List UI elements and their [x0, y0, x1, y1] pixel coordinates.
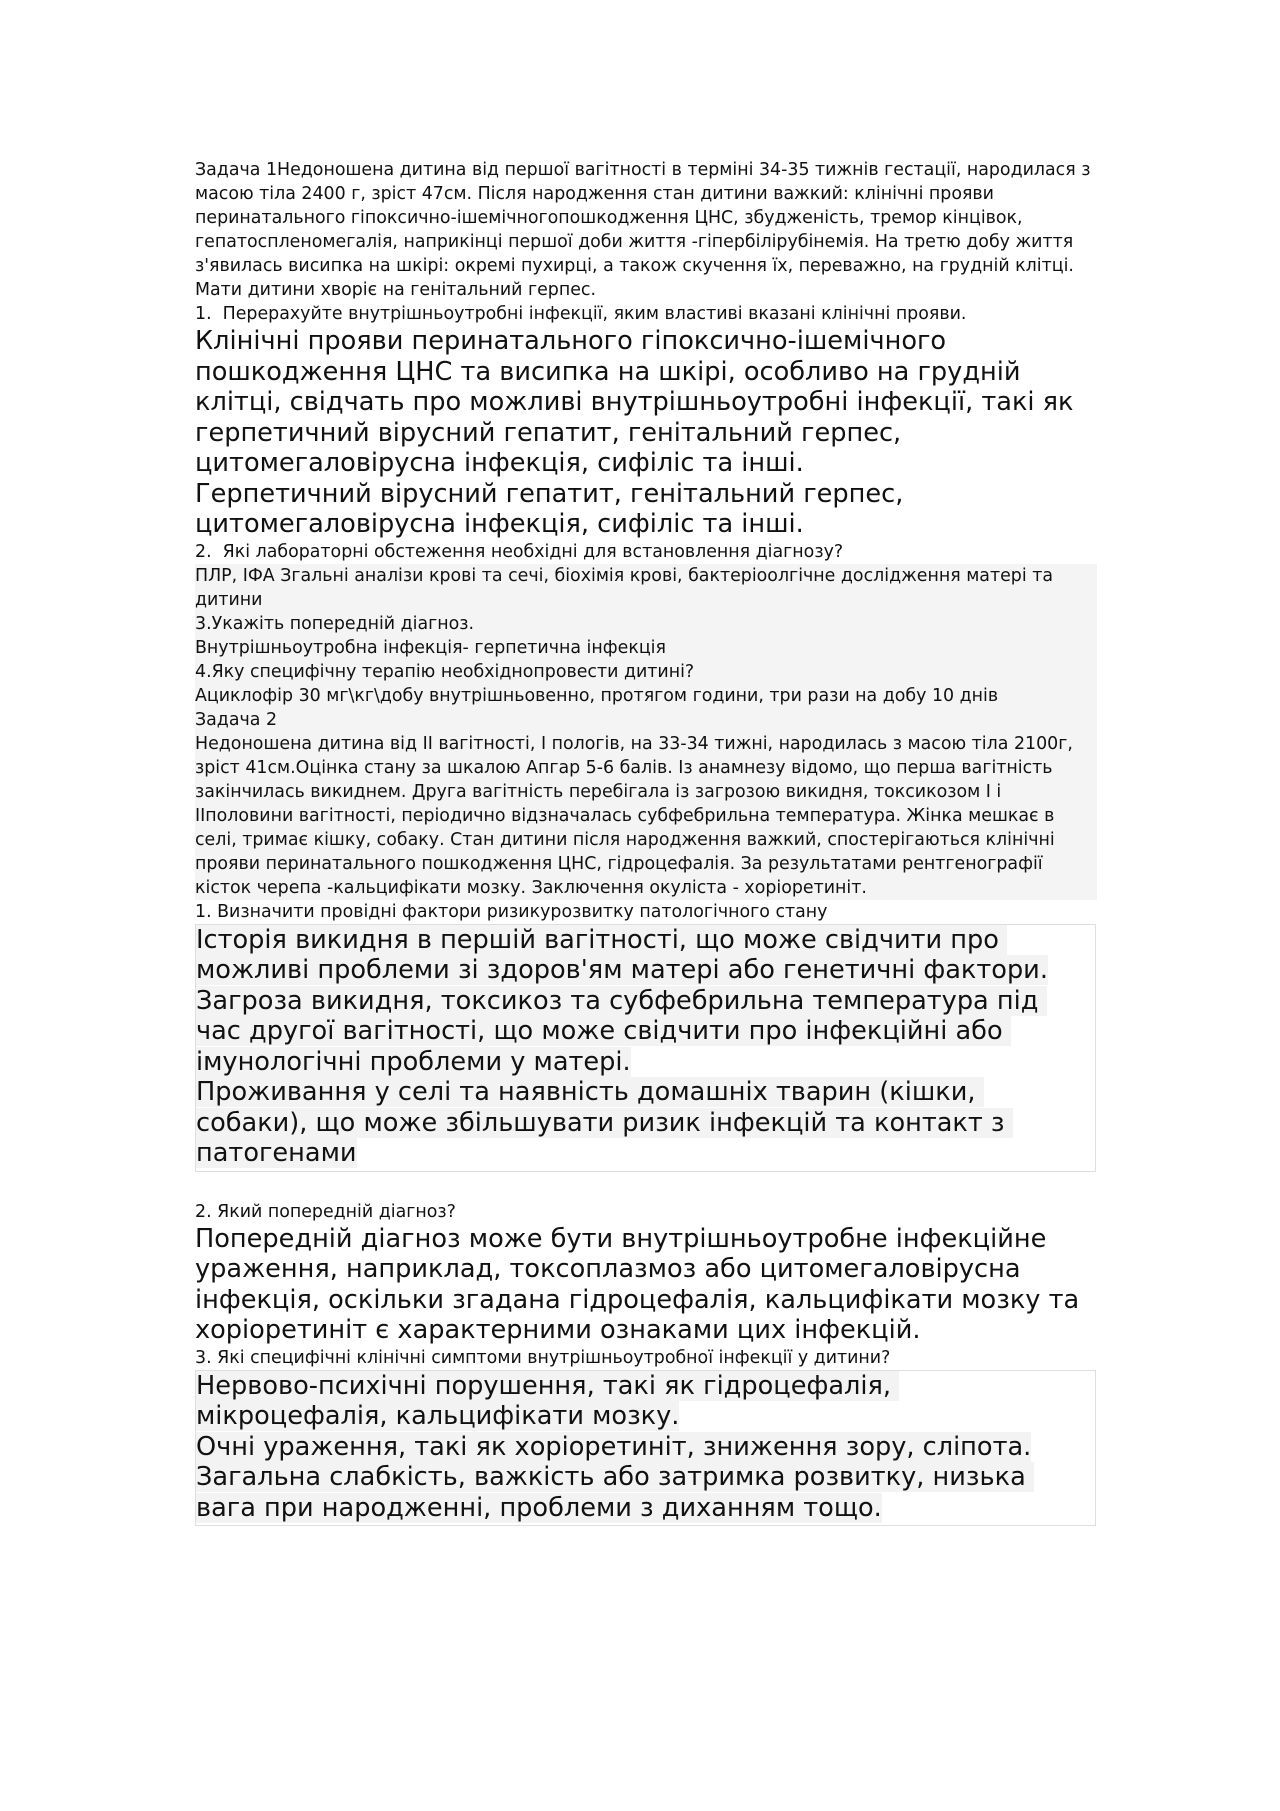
task2-question-3: 3. Які специфічні клінічні симптоми внутрішньоутробної інфекції у дитини? — [195, 1347, 891, 1368]
task1-answer-3: Внутрішньоутробна інфекція- герпетична інфекція — [195, 636, 1097, 660]
task1-answer-1-paragraph-1: Клінічні прояви перинатального гіпоксично-ішемічного пошкодження ЦНС та висипка на шкірі, особливо на грудній клітці, свідчать про можливі внутрішньоутробні інфекції, такі як герпетичний вірусний гепатит, генітальний герпес, цитомегаловірусна інфекція, сифіліс та інші. — [195, 326, 1082, 478]
task2-answer-3-box — [195, 1370, 1096, 1527]
task1-answer-2: ПЛР, ІФА Згальні аналізи крові та сечі, біохімія крові, бактеріоолгічне дослідження матері та дитини — [195, 564, 1097, 612]
task2-intro: Недоношена дитина від ІІ вагітності, І пологів, на 33-34 тижні, народилась з масою тіла 2100г, зріст 41см.Оцінка стану за шкалою Апгар 5-6 балів. Із анамнезу відомо, що перша вагітність закінчилась викиднем. Друга вагітність перебігала із загрозою викидня, токсикозом І і ІІполовини вагітності, періодично відзначалась субфебрильна температура. Жінка мешкає в селі, тримає кішку, собаку. Стан дитини після народження важкий, спостерігаються клінічні прояви перинатального пошкодження ЦНС, гідроцефалія. За результатами рентгенографії кісток черепа -кальцифікати мозку. Заключення окуліста - хоріоретиніт. — [195, 732, 1097, 900]
task2-answer-1-box — [195, 924, 1096, 1172]
task2-question-2: 2. Який попередній діагноз? — [195, 1201, 456, 1222]
task1-question-3: 3.Укажіть попередній діагноз. — [195, 612, 1097, 636]
task2-answer-3-item: Загальна слабкість, важкість або затримка розвитку, низька вага при народженні, проблеми з диханням тощо. — [196, 1462, 1034, 1523]
task2-title: Задача 2 — [195, 708, 1097, 732]
section-spacer — [195, 1172, 1097, 1200]
task1-question-2: 2. Які лабораторні обстеження необхідні для встановлення діагнозу? — [195, 541, 844, 562]
task2-answer-1-item: Загроза викидня, токсикоз та субфебрильна температура під час другої вагітності, що може свідчити про інфекційні або імунологічні проблеми у матері. — [196, 985, 1047, 1077]
task1-question-1: 1. Перерахуйте внутрішньоутробні інфекції, яким властиві вказані клінічні прояви. — [195, 304, 967, 324]
task2-answer-1-item: Проживання у селі та наявність домашніх тварин (кішки, собаки), що може збільшувати ризик інфекцій та контакт з патогенами — [196, 1077, 1013, 1168]
task2-answer-2: Попередній діагноз може бути внутрішньоутробне інфекційне ураження, наприклад, токсоплазмоз або цитомегаловірусна інфекція, оскільки згадана гідроцефалія, кальцифікати мозку та хоріоретиніт є характерними ознаками цих інфекцій. — [195, 1223, 1088, 1345]
task1-question-4: 4.Яку специфічну терапію необхіднопровести дитині? — [195, 660, 1097, 684]
task1-answer-4: Ациклофір 30 мг\кг\добу внутрішньовенно, протягом години, три рази на добу 10 днів — [195, 684, 1097, 708]
task2-answer-1-item: Історія викидня в першій вагітності, що може свідчити про можливі проблеми зі здоров'ям матері або генетичні фактори. — [196, 924, 1048, 985]
task1-intro: Задача 1Недоношена дитина від першої вагітності в терміні 34-35 тижнів гестації, народилася з масою тіла 2400 г, зріст 47см. Після народження стан дитини важкий: клінічні прояви перинатального гіпоксично-ішемічногопошкодження ЦНС, збудженість, тремор кінцівок, гепатоспленомегалія, наприкінці першої доби життя -гіпербілірубінемія. На третю добу життя з'явилась висипка на шкірі: окремі пухирці, а також скучення їх, переважно, на грудній клітці. Мати дитини хворіє на генітальний герпес. — [195, 160, 1097, 300]
task2-question-1: 1. Визначити провідні фактори ризикурозвитку патологічного стану — [195, 901, 828, 922]
task2-answer-3-item: Очні ураження, такі як хоріоретиніт, зниження зору, сліпота. — [196, 1431, 1032, 1462]
task1-answer-1-paragraph-2: Герпетичний вірусний гепатит, генітальний герпес, цитомегаловірусна інфекція, сифіліс та інші. — [195, 478, 912, 539]
task2-answer-3-item: Нервово-психічні порушення, такі як гідроцефалія, мікроцефалія, кальцифікати мозку. — [196, 1370, 900, 1431]
document-content — [195, 158, 1097, 1526]
